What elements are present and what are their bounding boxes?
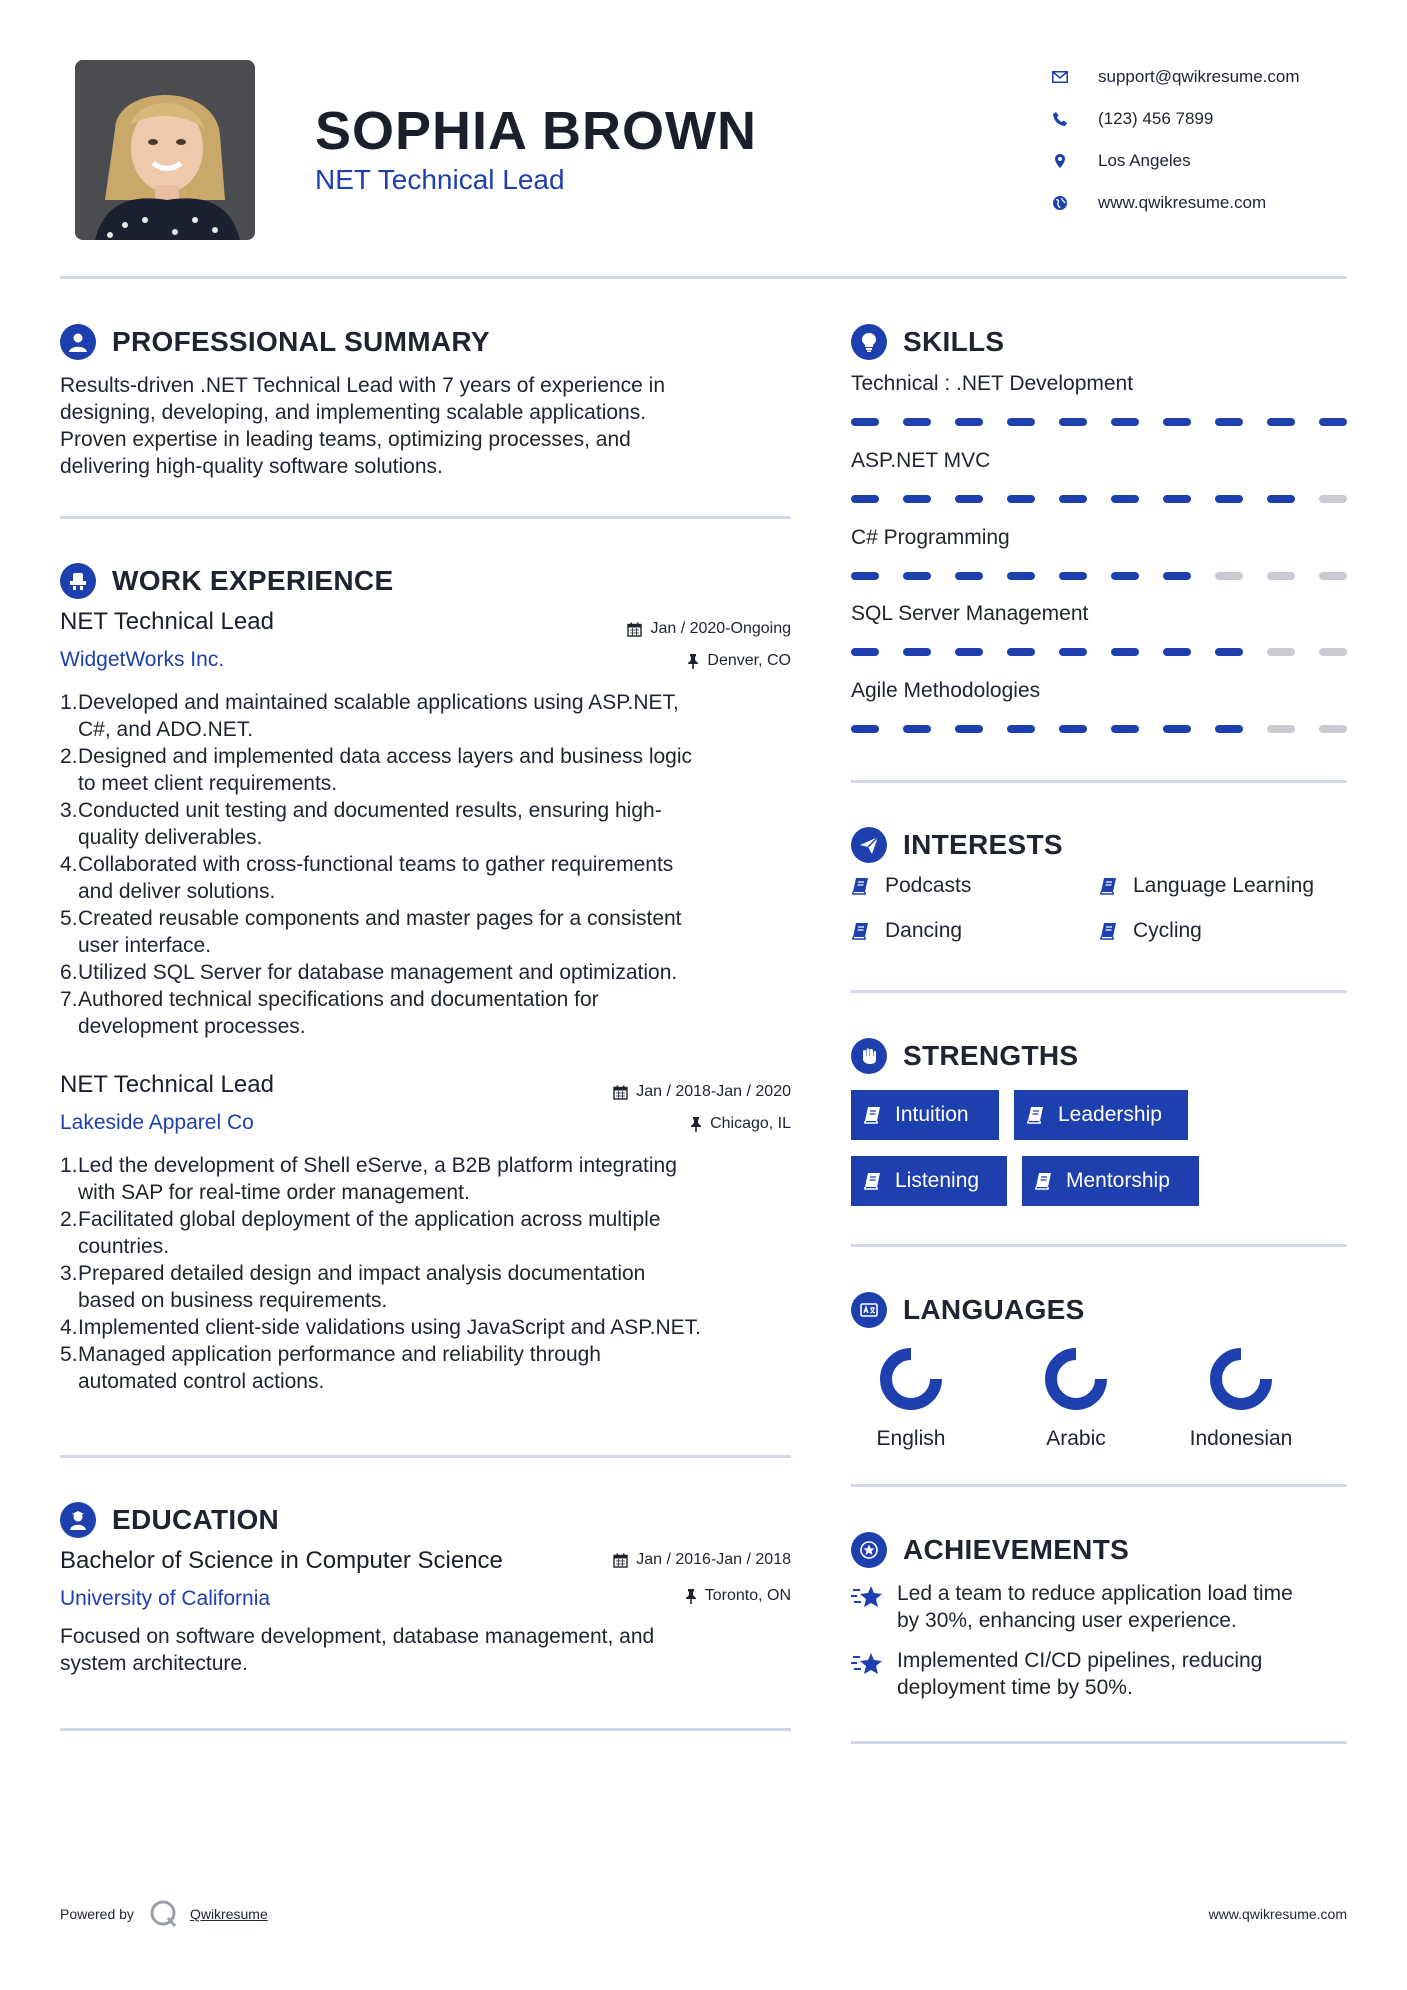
interests-title: INTERESTS (903, 829, 1063, 860)
achievement-item: Implemented CI/CD pipelines, reducing deployment time by 50%. (851, 1647, 1347, 1701)
list-item: Designed and implemented data access layers and business logic to meet client requirements. (78, 745, 693, 795)
skill-dot-filled (1059, 725, 1087, 733)
achievement-item: Led a team to reduce application load time by 30%, enhancing user experience. (851, 1580, 1347, 1634)
skill-rating (851, 495, 1347, 503)
book-icon (863, 1171, 883, 1191)
school: University of California (60, 1587, 271, 1610)
interest-item (851, 874, 971, 898)
skill-dot-empty (1319, 572, 1347, 580)
list-item: Conducted unit testing and documented results, ensuring high- quality deliverables. (78, 799, 662, 849)
summary-divider (60, 516, 791, 519)
contact-email-text: support@qwikresume.com (1098, 67, 1300, 86)
skill-dot-filled (1163, 418, 1191, 426)
book-icon (851, 921, 871, 941)
skill-rating (851, 418, 1347, 426)
skill-dot-filled (851, 725, 879, 733)
skill-rating (851, 572, 1347, 580)
language-gauge (876, 1344, 946, 1414)
interest-item (1099, 919, 1202, 943)
pushpin-icon (685, 1589, 697, 1604)
skill-item (851, 526, 1347, 602)
list-item: Implemented client-side validations using JavaScript and ASP.NET. (78, 1316, 701, 1339)
language-gauge-arc (1051, 1354, 1101, 1404)
skill-dot-filled (903, 418, 931, 426)
envelope-icon (1050, 67, 1070, 87)
list-item: Utilized SQL Server for database management and optimization. (78, 961, 678, 984)
language-label: Arabic (1046, 1427, 1106, 1450)
fist-icon (851, 1038, 887, 1074)
summary-line: designing, developing, and implementing scalable applications. (60, 401, 647, 424)
degree: Bachelor of Science in Computer Science (60, 1547, 503, 1574)
star-badge-icon (851, 1532, 887, 1568)
language-gauge (1206, 1344, 1276, 1414)
phone-icon (1050, 109, 1070, 129)
education-divider (60, 1728, 791, 1731)
calendar-icon (613, 1085, 628, 1100)
language-item (1176, 1344, 1306, 1451)
contact-location-text: Los Angeles (1098, 151, 1191, 170)
contact-phone-text: (123) 456 7899 (1098, 109, 1214, 128)
skill-dot-filled (1059, 495, 1087, 503)
shooting-star-icon (851, 1649, 885, 1677)
interest-label: Language Learning (1133, 874, 1315, 897)
skill-dot-filled (903, 495, 931, 503)
job-1-location (500, 652, 791, 670)
skill-dot-empty (1319, 648, 1347, 656)
book-icon (851, 876, 871, 896)
language-gauge-arc (886, 1354, 936, 1404)
skill-dot-empty (1267, 648, 1295, 656)
skills-header (851, 324, 1004, 360)
skill-dot-filled (1007, 572, 1035, 580)
skill-dot-filled (1163, 572, 1191, 580)
footer-powered-by (60, 1898, 268, 1930)
interest-label: Podcasts (885, 874, 972, 897)
skill-dot-filled (1059, 418, 1087, 426)
job-1-dates-text: Jan / 2020-Ongoing (650, 620, 791, 637)
map-pin-icon (1050, 151, 1070, 171)
skill-dot-filled (903, 725, 931, 733)
education-title: EDUCATION (112, 1504, 280, 1535)
strength-chip (1014, 1090, 1188, 1140)
skill-dot-filled (1215, 648, 1243, 656)
skill-label: C# Programming (851, 526, 1010, 549)
work-divider (60, 1455, 791, 1458)
footer-site[interactable]: www.qwikresume.com (1208, 1906, 1347, 1922)
skill-dot-filled (955, 418, 983, 426)
skill-rating (851, 725, 1347, 733)
skill-dot-empty (1319, 495, 1347, 503)
skill-dot-filled (1267, 495, 1295, 503)
skill-dot-empty (1319, 725, 1347, 733)
skill-item (851, 602, 1347, 679)
education-dates-text: Jan / 2016-Jan / 2018 (636, 1551, 791, 1568)
lightbulb-icon (851, 324, 887, 360)
interests-header (851, 827, 1063, 863)
interest-label: Cycling (1133, 919, 1202, 942)
skill-dot-filled (1059, 648, 1087, 656)
language-item (1011, 1344, 1141, 1451)
skill-dot-filled (1111, 418, 1139, 426)
job-1-title: NET Technical Lead (60, 608, 274, 635)
skill-dot-filled (851, 648, 879, 656)
skill-label: Agile Methodologies (851, 679, 1041, 702)
language-gauge (1041, 1344, 1111, 1414)
work-title: WORK EXPERIENCE (112, 565, 394, 596)
briefcase-icon (60, 563, 96, 599)
list-item: Authored technical specifications and documentation for development processes. (78, 988, 599, 1038)
summary-header (60, 324, 490, 360)
summary-text (60, 372, 800, 480)
skills-divider (851, 780, 1347, 783)
language-label: English (876, 1427, 946, 1450)
education-dates (500, 1551, 791, 1569)
job-2-title: NET Technical Lead (60, 1071, 274, 1098)
list-item: Facilitated global deployment of the application across multiple countries. (78, 1208, 661, 1258)
job-1-dates (500, 620, 791, 638)
list-item: Developed and maintained scalable applications using ASP.NET, C#, and ADO.NET. (78, 691, 679, 741)
pushpin-icon (687, 654, 699, 669)
profile-photo (75, 60, 255, 240)
strengths-header (851, 1038, 1078, 1074)
paper-plane-icon (851, 827, 887, 863)
skills-title: SKILLS (903, 326, 1005, 357)
contact-phone[interactable] (1050, 98, 1300, 140)
education-location (500, 1587, 791, 1605)
job-1-duties (60, 689, 818, 1040)
achievements-header (851, 1532, 1129, 1568)
skill-dot-filled (955, 572, 983, 580)
languages-divider (851, 1484, 1347, 1487)
skill-dot-filled (1111, 648, 1139, 656)
powered-by-text: Powered by (60, 1906, 134, 1922)
skill-dot-filled (1215, 418, 1243, 426)
strengths-title: STRENGTHS (903, 1040, 1079, 1071)
skill-item (851, 449, 1347, 526)
list-item: Managed application performance and reliability through automated control actions. (78, 1343, 601, 1393)
book-icon (1026, 1105, 1046, 1125)
skill-dot-filled (1111, 572, 1139, 580)
qwikresume-logo-icon (148, 1898, 180, 1930)
contact-email[interactable] (1050, 56, 1300, 98)
header-divider (60, 276, 1347, 279)
skill-dot-filled (1215, 725, 1243, 733)
skill-dot-empty (1215, 572, 1243, 580)
job-2-dates (500, 1083, 791, 1101)
list-item: Prepared detailed design and impact analysis documentation based on business requirements. (78, 1262, 646, 1312)
skill-dot-filled (851, 418, 879, 426)
summary-title: PROFESSIONAL SUMMARY (112, 326, 490, 357)
interest-item (1099, 874, 1314, 898)
language-gauge-arc (1216, 1354, 1266, 1404)
skill-dot-filled (1007, 418, 1035, 426)
translate-icon (851, 1292, 887, 1328)
job-2-location (500, 1115, 791, 1133)
strength-label: Intuition (895, 1103, 969, 1126)
book-icon (1099, 921, 1119, 941)
skill-label: Technical : .NET Development (851, 372, 1134, 395)
summary-line: Results-driven .NET Technical Lead with 7 years of experience in (60, 374, 666, 397)
book-icon (1099, 876, 1119, 896)
pushpin-icon (690, 1117, 702, 1132)
skill-dot-filled (1267, 418, 1295, 426)
languages-title: LANGUAGES (903, 1294, 1085, 1325)
graduate-icon (60, 1502, 96, 1538)
calendar-icon (627, 622, 642, 637)
skill-label: ASP.NET MVC (851, 449, 991, 472)
skill-dot-filled (955, 495, 983, 503)
achievements-title: ACHIEVEMENTS (903, 1534, 1130, 1565)
interests-divider (851, 990, 1347, 993)
skill-dot-filled (1163, 725, 1191, 733)
education-description: Focused on software development, database management, and system architecture. (60, 1625, 655, 1675)
job-1-company: WidgetWorks Inc. (60, 648, 225, 671)
skill-dot-empty (1267, 572, 1295, 580)
candidate-role: NET Technical Lead (315, 164, 565, 195)
skill-dot-filled (1163, 648, 1191, 656)
skill-rating (851, 648, 1347, 656)
summary-line: Proven expertise in leading teams, optimizing processes, and (60, 428, 631, 451)
education-location-text: Toronto, ON (704, 1587, 791, 1604)
languages-header (851, 1292, 1085, 1328)
brand-link[interactable]: Qwikresume (189, 1906, 268, 1922)
skill-dot-filled (1059, 572, 1087, 580)
skill-label: SQL Server Management (851, 602, 1089, 625)
skill-dot-filled (851, 572, 879, 580)
job-2-dates-text: Jan / 2018-Jan / 2020 (636, 1083, 791, 1100)
skill-dot-filled (1007, 648, 1035, 656)
interest-label: Dancing (885, 919, 963, 942)
job-2-company: Lakeside Apparel Co (60, 1111, 254, 1134)
job-2-location-text: Chicago, IL (710, 1115, 791, 1132)
list-item: Led the development of Shell eServe, a B2B platform integrating with SAP for real-time order management. (78, 1154, 677, 1204)
skill-dot-filled (903, 572, 931, 580)
candidate-name: SOPHIA BROWN (315, 101, 757, 161)
language-label: Indonesian (1189, 1427, 1293, 1450)
skill-dot-filled (851, 495, 879, 503)
skill-dot-filled (1111, 725, 1139, 733)
summary-line: delivering high-quality software solutions. (60, 455, 443, 478)
contact-location (1050, 140, 1300, 182)
contact-website[interactable] (1050, 182, 1300, 224)
job-2-duties (60, 1152, 818, 1395)
skill-dot-filled (1007, 495, 1035, 503)
skill-dot-empty (1267, 725, 1295, 733)
achievements-divider (851, 1741, 1347, 1744)
skill-dot-filled (1163, 495, 1191, 503)
contact-list (1050, 56, 1300, 224)
contact-website-text: www.qwikresume.com (1098, 193, 1267, 212)
calendar-icon (613, 1553, 628, 1568)
strength-chip (851, 1156, 1007, 1206)
skill-item (851, 372, 1347, 449)
skills-list (851, 372, 1347, 756)
strength-chip (851, 1090, 999, 1140)
portrait-image (75, 60, 255, 240)
skill-dot-filled (1111, 495, 1139, 503)
globe-icon (1050, 193, 1070, 213)
strength-chip (1022, 1156, 1199, 1206)
strength-label: Leadership (1058, 1103, 1162, 1126)
skill-dot-filled (1007, 725, 1035, 733)
education-header (60, 1502, 279, 1538)
skill-item (851, 679, 1347, 756)
list-item: Collaborated with cross-functional teams to gather requirements and deliver solutions. (78, 853, 674, 903)
strength-label: Listening (895, 1169, 980, 1192)
shooting-star-icon (851, 1582, 885, 1610)
skill-dot-filled (903, 648, 931, 656)
strengths-divider (851, 1244, 1347, 1247)
book-icon (863, 1105, 883, 1125)
job-1-location-text: Denver, CO (707, 652, 791, 669)
skill-dot-filled (955, 648, 983, 656)
user-icon (60, 324, 96, 360)
strength-label: Mentorship (1066, 1169, 1170, 1192)
skill-dot-filled (955, 725, 983, 733)
language-item (846, 1344, 976, 1451)
interest-item (851, 919, 962, 943)
skill-dot-filled (1215, 495, 1243, 503)
skill-dot-filled (1319, 418, 1347, 426)
work-header (60, 563, 393, 599)
list-item: Created reusable components and master pages for a consistent user interface. (78, 907, 682, 957)
book-icon (1034, 1171, 1054, 1191)
